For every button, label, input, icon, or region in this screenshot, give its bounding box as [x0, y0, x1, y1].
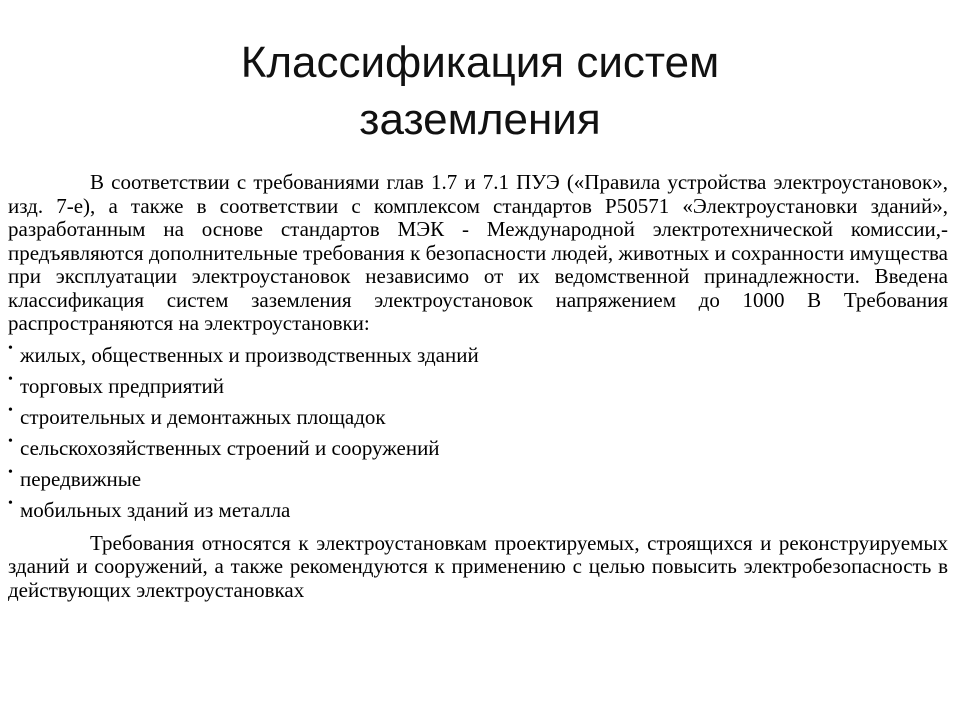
- list-item-text: сельскохозяйственных строений и сооружений: [20, 435, 440, 460]
- bullet-icon: •: [8, 371, 13, 387]
- list-item-text: жилых, общественных и производственных зданий: [20, 342, 479, 367]
- list-item: [8, 433, 948, 464]
- bullet-icon: •: [8, 495, 13, 511]
- bullet-icon: •: [8, 433, 13, 449]
- list-item-text: торговых предприятий: [20, 373, 225, 398]
- list-item: [8, 464, 948, 495]
- bullet-icon: •: [8, 402, 13, 418]
- intro-paragraph: В соответствии с требованиями глав 1.7 и 7.1 ПУЭ («Правила устройства электроустановок», изд. 7-е), а также в соответствии с комплексом стандартов Р50571 «Электроустановки зданий», разработанным на основе стандартов МЭК - Международной электротехнической комиссии,- предъявляются дополнительные требования к безопасности людей, животных и сохранности имущества при эксплуатации электроустановок независимо от их ведомственной принадлежности. Введена классификация систем заземления электроустановок напряжением до 1000 В Требования распространяются на электроустановки:: [8, 170, 948, 335]
- bullet-icon: •: [8, 464, 13, 480]
- list-item: [8, 402, 948, 433]
- title-line-1: Классификация систем: [240, 38, 720, 87]
- slide-title: [0, 34, 960, 148]
- slide-body: [8, 171, 948, 602]
- list-item-text: мобильных зданий из металла: [20, 497, 291, 522]
- bullet-list: [8, 340, 948, 526]
- list-item: [8, 340, 948, 371]
- title-line-2: заземления: [359, 95, 601, 144]
- closing-paragraph: Требования относятся к электроустановкам проектируемых, строящихся и реконструируемых зданий и сооружений, а также рекомендуются к применению с целью повысить электробезопасность в действующих электроустановках: [8, 530, 948, 602]
- list-item-text: передвижные: [20, 466, 142, 491]
- list-item: [8, 495, 948, 526]
- list-item: [8, 371, 948, 402]
- bullet-icon: •: [8, 340, 13, 356]
- list-item-text: строительных и демонтажных площадок: [20, 404, 386, 429]
